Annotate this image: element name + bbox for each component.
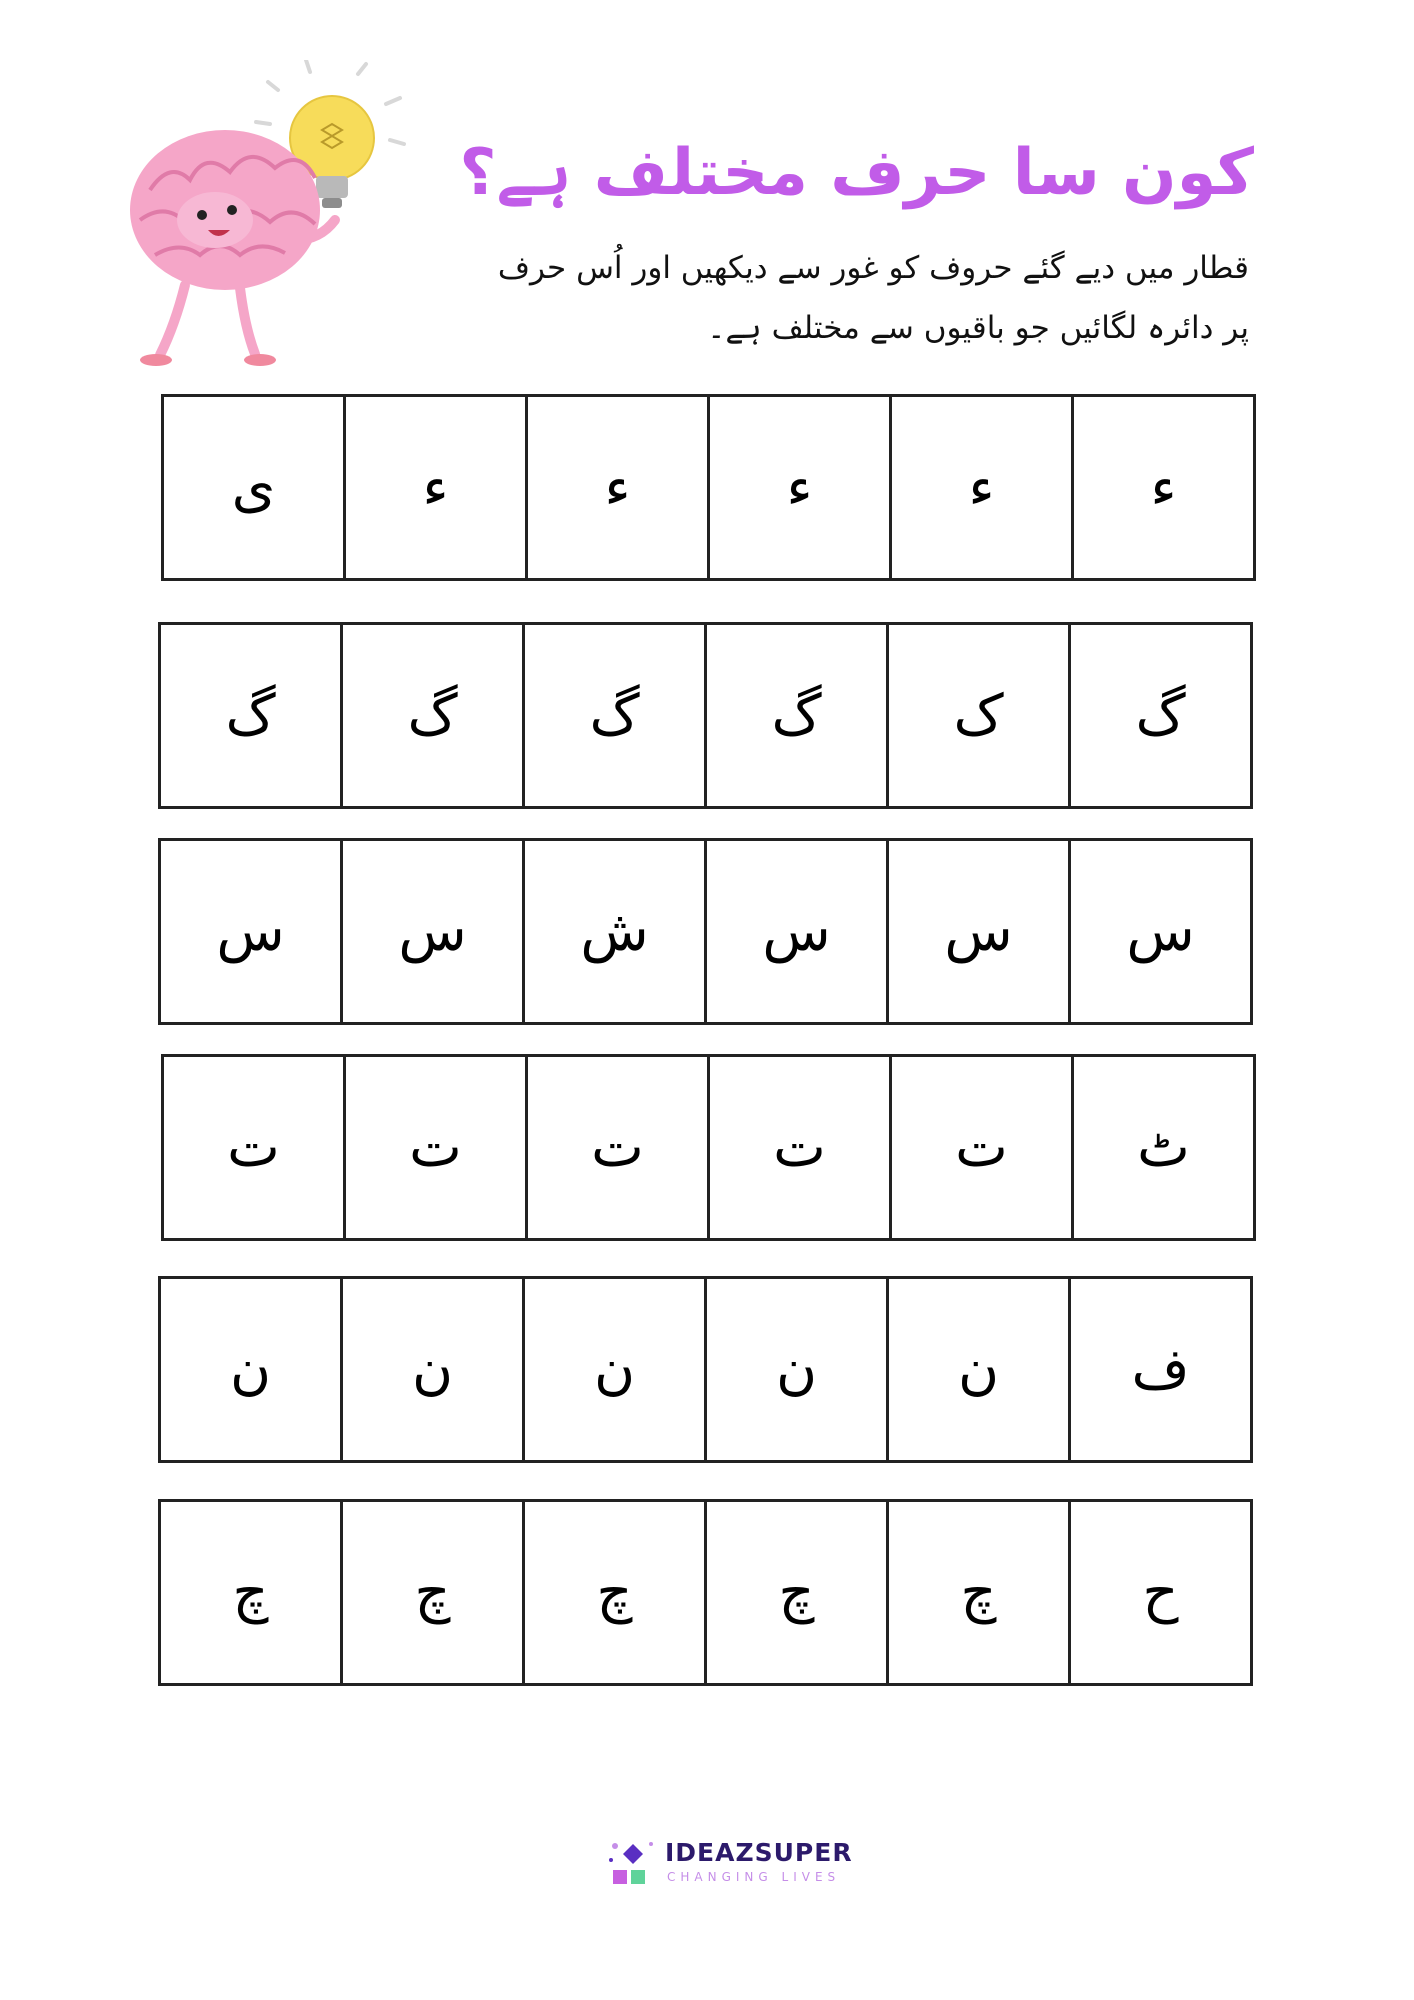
letter-row-6 [161, 1499, 1253, 1686]
logo-name: IDEAZSUPER [665, 1838, 853, 1867]
letter-cell[interactable]: گ [522, 622, 707, 809]
letter-cell[interactable]: ت [343, 1054, 528, 1241]
letter-cell[interactable]: ء [1071, 394, 1256, 581]
brain-body-icon [130, 130, 320, 290]
instructions [349, 238, 1249, 358]
letter-cell[interactable]: چ [704, 1499, 889, 1686]
letter-cell[interactable]: ت [889, 1054, 1074, 1241]
letter-cell[interactable]: گ [340, 622, 525, 809]
brand-logo [605, 1838, 853, 1888]
letter-cell[interactable]: ء [889, 394, 1074, 581]
letter-cell[interactable]: ف [1068, 1276, 1253, 1463]
letter-cell[interactable]: گ [704, 622, 889, 809]
letter-cell[interactable]: چ [158, 1499, 343, 1686]
letter-cell[interactable]: س [704, 838, 889, 1025]
letter-cell[interactable]: س [886, 838, 1071, 1025]
letter-cell[interactable]: ء [343, 394, 528, 581]
letter-cell[interactable]: گ [1068, 622, 1253, 809]
letter-cell[interactable]: ء [707, 394, 892, 581]
letter-cell[interactable]: ن [886, 1276, 1071, 1463]
logo-tagline: CHANGING LIVES [667, 1870, 841, 1884]
letter-row-1 [164, 394, 1256, 581]
letter-cell[interactable]: ٹ [1071, 1054, 1256, 1241]
letter-cell[interactable]: ک [886, 622, 1071, 809]
letter-cell[interactable]: س [158, 838, 343, 1025]
logo-mark-icon [605, 1838, 661, 1888]
letter-cell[interactable]: ء [525, 394, 710, 581]
letter-row-4 [164, 1054, 1256, 1241]
letter-cell[interactable]: س [340, 838, 525, 1025]
letter-cell[interactable]: ت [525, 1054, 710, 1241]
letter-cell[interactable]: ن [158, 1276, 343, 1463]
letter-cell[interactable]: گ [158, 622, 343, 809]
letter-cell[interactable]: ح [1068, 1499, 1253, 1686]
letter-row-5 [161, 1276, 1253, 1463]
letter-cell[interactable]: ت [161, 1054, 346, 1241]
letter-row-3 [161, 838, 1253, 1025]
letter-cell[interactable]: س [1068, 838, 1253, 1025]
letter-row-2 [161, 622, 1253, 809]
letter-cell[interactable]: چ [340, 1499, 525, 1686]
letter-cell[interactable]: چ [886, 1499, 1071, 1686]
letter-cell[interactable]: ش [522, 838, 707, 1025]
instructions-line-1: قطار میں دیے گئے حروف کو غور سے دیکھیں اور اُس حرف [497, 250, 1249, 286]
letter-cell[interactable]: ت [707, 1054, 892, 1241]
page-title: کون سا حرف مختلف ہے؟ [459, 136, 1254, 210]
letter-cell[interactable]: ن [522, 1276, 707, 1463]
letter-cell[interactable]: ن [704, 1276, 889, 1463]
letter-cell[interactable]: چ [522, 1499, 707, 1686]
letter-cell[interactable]: ن [340, 1276, 525, 1463]
letter-cell[interactable]: ی [161, 394, 346, 581]
instructions-line-2: پر دائرہ لگائیں جو باقیوں سے مختلف ہے۔ [707, 310, 1249, 346]
